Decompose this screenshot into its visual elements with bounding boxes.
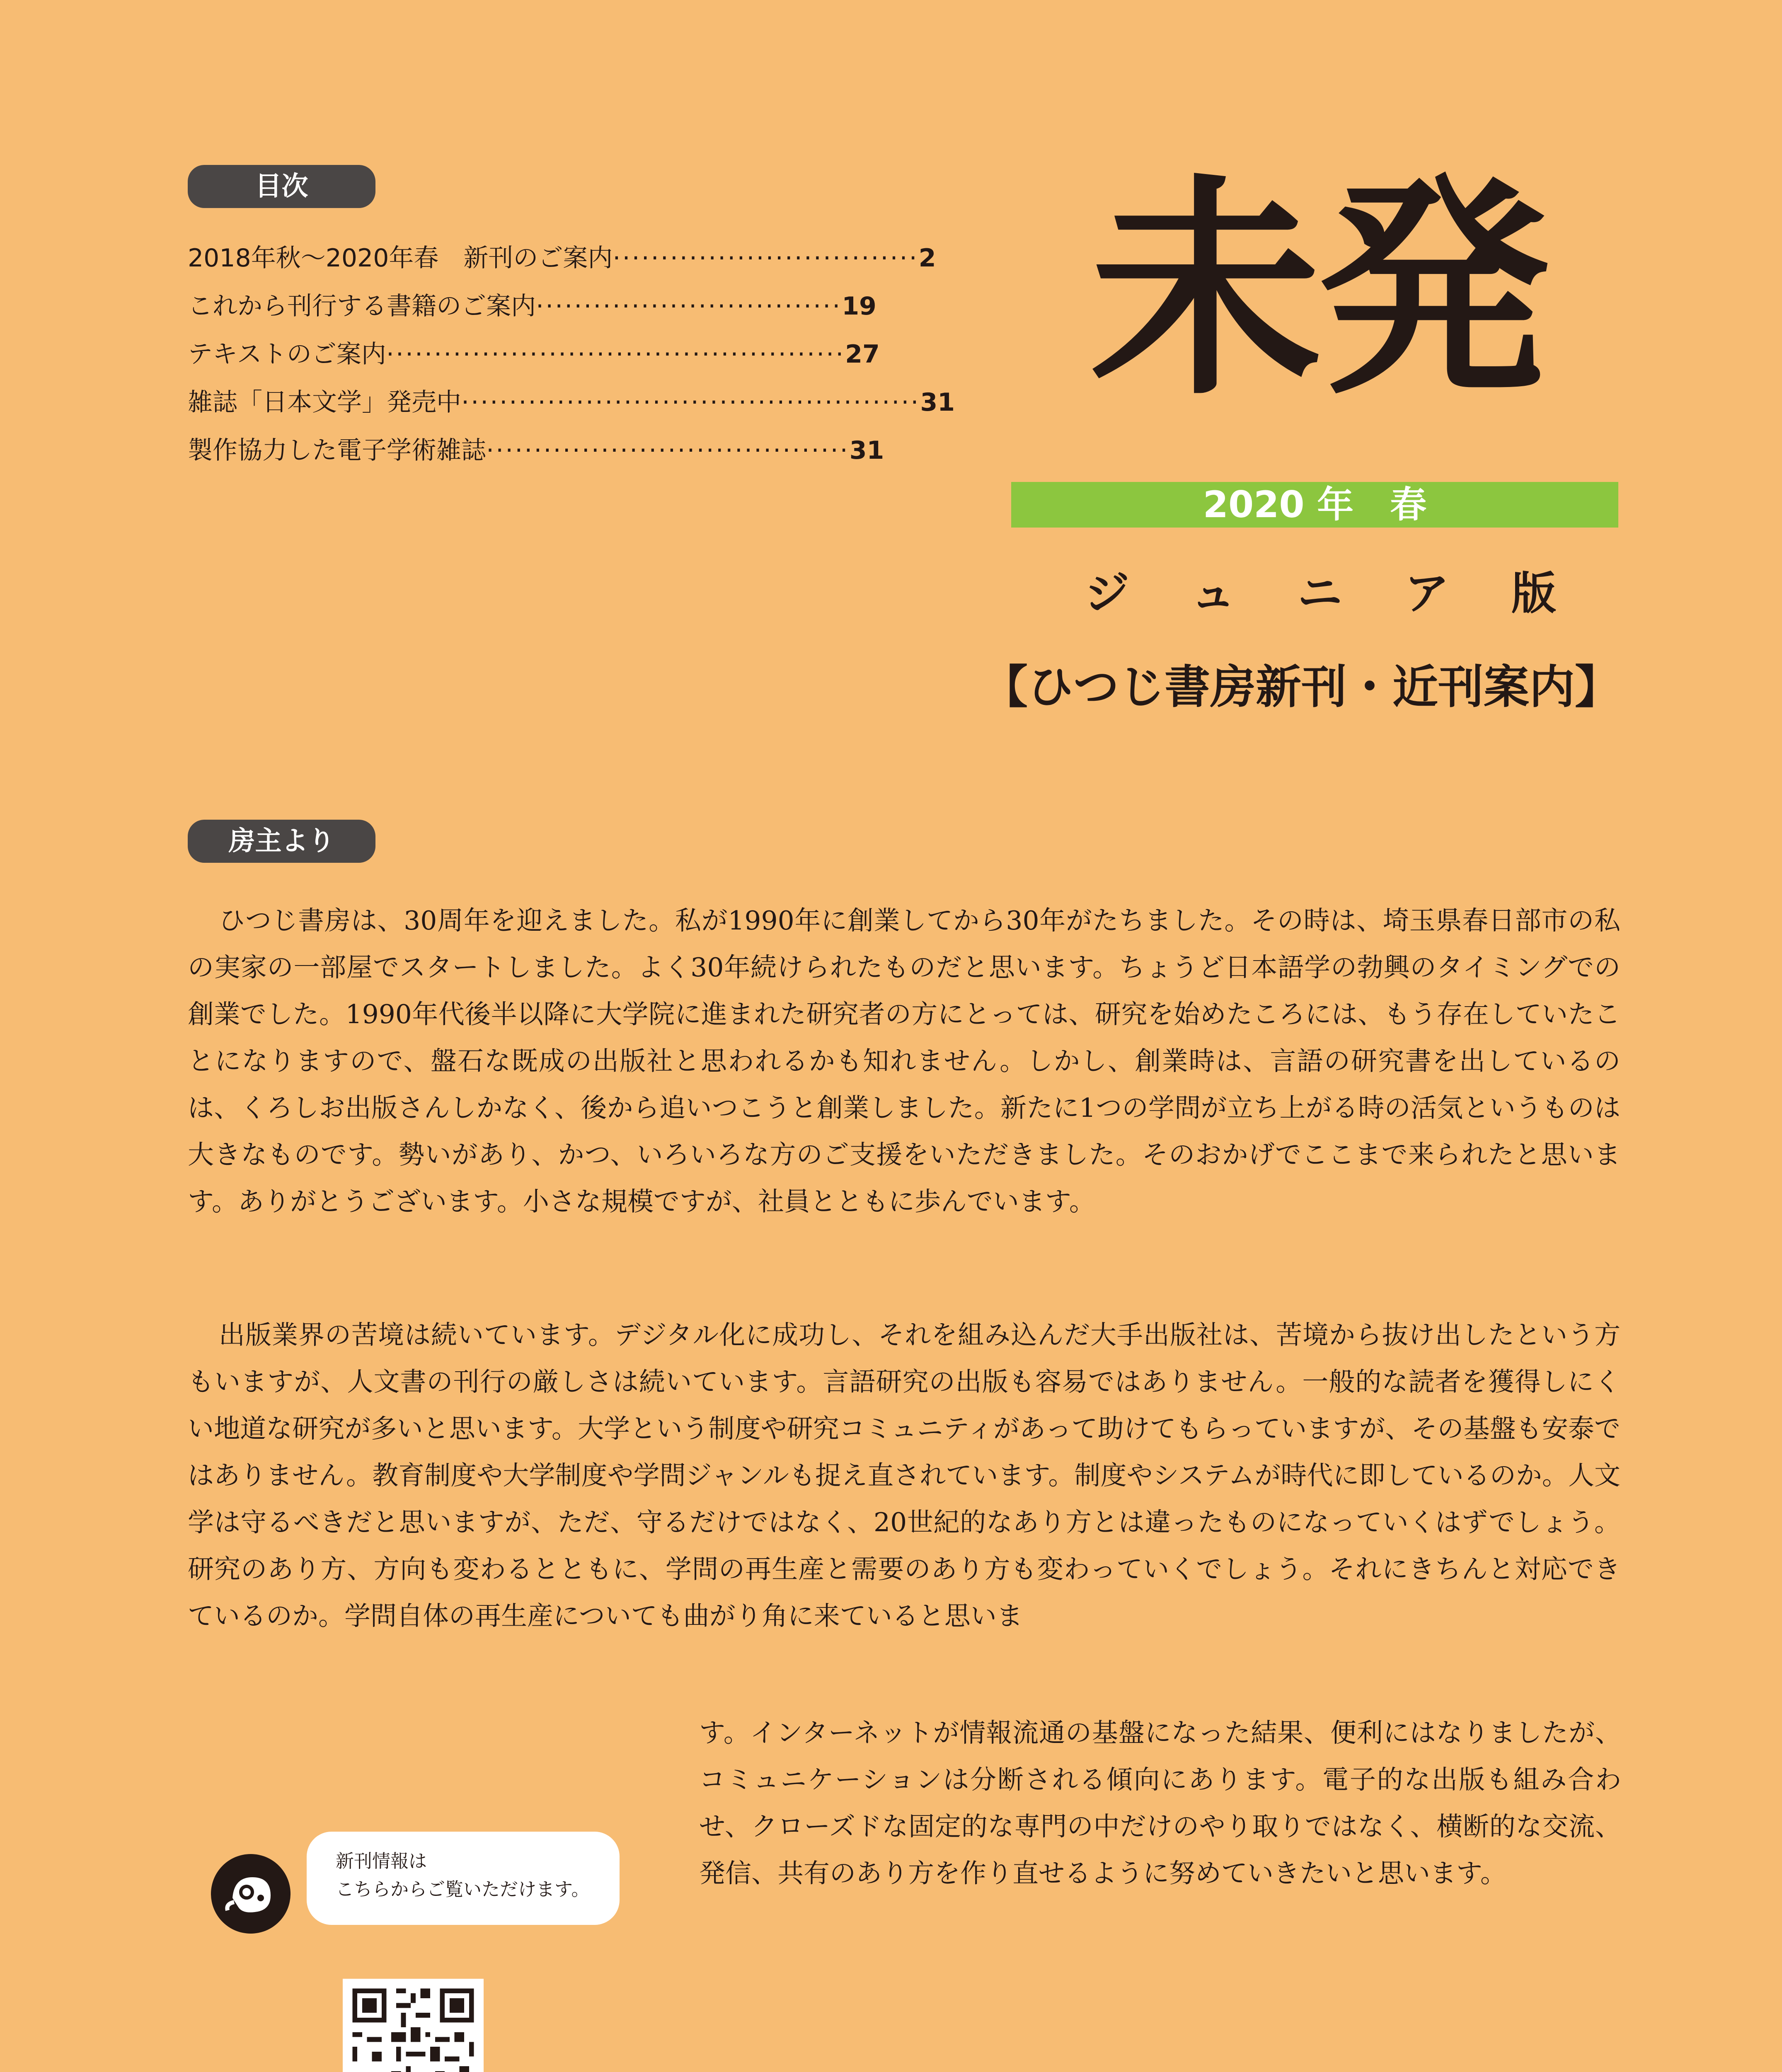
toc-leader: ················································ xyxy=(386,340,845,369)
toc-page: 27 xyxy=(845,340,880,369)
table-of-contents xyxy=(188,234,955,474)
toc-item-label: これから刊行する書籍のご案内 xyxy=(188,292,536,321)
qr-code-icon[interactable] xyxy=(343,1979,484,2072)
edition-label: ジュニア版 xyxy=(1085,568,1618,620)
toc-page: 19 xyxy=(842,292,876,321)
message-paragraph-2: 出版業界の苦境は続いています。デジタル化に成功し、それを組み込んだ大手出版社は、苦境から抜け出したという方もいますが、人文書の刊行の厳しさは続いています。言語研究の出版も容易ではありません。一般的な読者を獲得しにくい地道な研究が多いと思います。大学という制度や研究コミュニティがあって助けてもらっていますが、その基盤も安泰ではありません。教育制度や大学制度や学問ジャンルも捉え直されています。制度やシステムが時代に即しているのか。人文学は守るべきだと思いますが、ただ、守るだけではなく、20世紀的なあり方とは違ったものになっていくはずでしょう。研究のあり方、方向も変わるとともに、学問の再生産と需要のあり方も変わっていくでしょう。それにきちんと対応できているのか。学問自体の再生産についても曲がり角に来ていると思いま xyxy=(188,1320,1620,1631)
magazine-title: 未発 xyxy=(1090,154,1546,426)
toc-page: 2 xyxy=(918,244,936,273)
toc-item[interactable] xyxy=(188,234,936,282)
toc-heading: 目次 xyxy=(188,165,375,208)
toc-page: 31 xyxy=(920,388,955,417)
toc-leader: ································ xyxy=(613,244,919,273)
message-paragraph-1: ひつじ書房は、30周年を迎えました。私が1990年に創業してから30年がたちました。その時は、埼玉県春日部市の私の実家の一部屋でスタートしました。よく30年続けられたものだと思います。ちょうど日本語学の勃興のタイミングでの創業でした。1990年代後半以降に大学院に進まれた研究者の方にとっては、研究を始めたころには、もう存在していたことになりますので、盤石な既成の出版社と思われるかも知れません。しかし、創業時は、言語の研究書を出しているのは、くろしお出版さんしかなく、後から追いつこうと創業しました。新たに1つの学問が立ち上がる時の活気というものは大きなものです。勢いがあり、かつ、いろいろな方のご支援をいただきました。そのおかげでここまで来られたと思います。ありがとうございます。小さな規模ですが、社員とともに歩んでいます。 xyxy=(188,905,1620,1217)
toc-leader: ······································ xyxy=(486,436,850,465)
bubble-line-1: 新刊情報は xyxy=(336,1851,427,1872)
toc-item[interactable] xyxy=(188,378,955,426)
toc-item[interactable] xyxy=(188,330,880,378)
info-speech-bubble xyxy=(307,1832,620,1925)
toc-item-label: テキストのご案内 xyxy=(188,340,386,369)
toc-page: 31 xyxy=(849,436,884,465)
season-band: 2020 年 春 xyxy=(1011,482,1618,528)
toc-leader: ································ xyxy=(536,292,842,321)
subtitle: 【ひつじ書房新刊・近刊案内】 xyxy=(982,661,1620,714)
message-paragraph-3: す。インターネットが情報流通の基盤になった結果、便利にはなりましたが、コミュニケーションは分断される傾向にあります。電子的な出版も組み合わせ、クローズドな固定的な専門の中だけのやり取りではなく、横断的な交流、発信、共有のあり方を作り直せるように努めていきたいと思います。 xyxy=(699,1718,1621,1888)
sheep-mascot-icon xyxy=(209,1852,292,1935)
toc-item[interactable] xyxy=(188,282,876,330)
message-heading: 房主より xyxy=(188,820,375,863)
toc-leader: ················································ xyxy=(461,388,920,417)
toc-item[interactable] xyxy=(188,426,884,474)
toc-item-label: 製作協力した電子学術雑誌 xyxy=(188,436,486,465)
bubble-line-2: こちらからご覧いただけます。 xyxy=(336,1879,590,1900)
toc-item-label: 2018年秋〜2020年春 新刊のご案内 xyxy=(188,244,613,273)
toc-item-label: 雑誌「日本文学」発売中 xyxy=(188,388,461,417)
